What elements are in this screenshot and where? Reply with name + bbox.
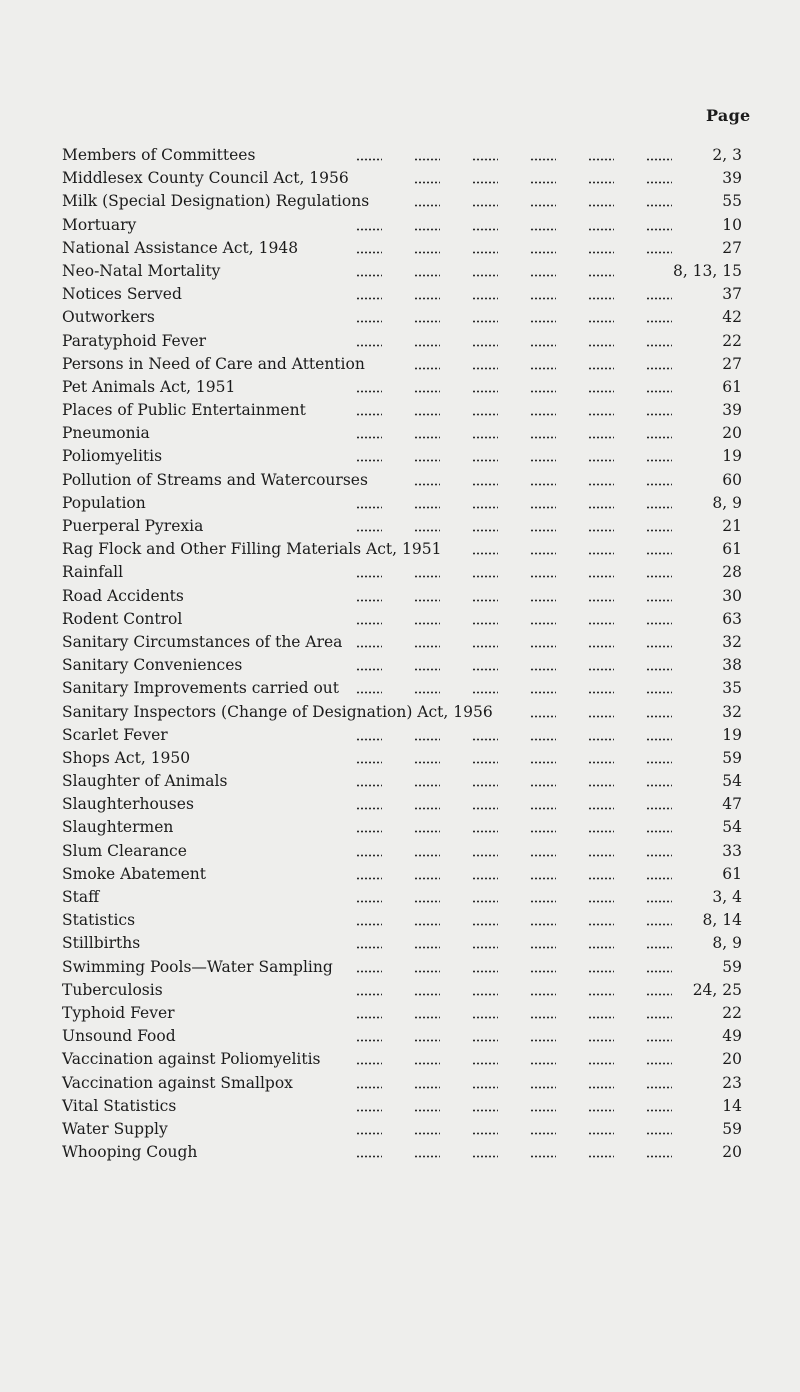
index-term: Places of Public Entertainment — [62, 401, 306, 420]
index-term: Sanitary Inspectors (Change of Designation) Act, 1956 — [62, 702, 493, 721]
index-entry — [62, 770, 742, 793]
index-term: Pneumonia — [62, 424, 150, 443]
index-entry — [62, 492, 742, 515]
index-page-numbers: 27 — [722, 354, 742, 373]
index-term: Tuberculosis — [62, 980, 163, 999]
index-term: Sanitary Improvements carried out — [62, 679, 340, 698]
dot-leaders — [312, 445, 742, 468]
index-entry — [62, 422, 742, 445]
index-page-numbers: 38 — [722, 656, 742, 675]
dot-leaders — [312, 886, 742, 909]
index-page-numbers: 39 — [722, 401, 742, 420]
page-column-header: Page — [706, 106, 751, 125]
dot-leaders — [312, 144, 742, 167]
index-page-numbers: 42 — [722, 308, 742, 327]
index-term: Slaughterhouses — [62, 795, 194, 814]
dot-leaders — [312, 306, 742, 329]
index-term: Members of Committees — [62, 146, 256, 164]
index-term: Mortuary — [62, 215, 137, 234]
index-entry — [62, 399, 742, 422]
index-page-numbers: 61 — [722, 377, 742, 396]
index-page-numbers: 2, 3 — [712, 146, 742, 164]
index-page-numbers: 32 — [722, 702, 742, 721]
index-entry — [62, 1072, 742, 1095]
index-page-numbers: 63 — [722, 609, 742, 628]
index-entry — [62, 840, 742, 863]
index-entry — [62, 1118, 742, 1141]
index-entry — [62, 515, 742, 538]
index-entry — [62, 1002, 742, 1025]
index-page-numbers: 37 — [722, 285, 742, 304]
index-page-numbers: 55 — [722, 192, 742, 211]
index-page-numbers: 28 — [722, 563, 742, 582]
index-entry — [62, 445, 742, 468]
index-page-numbers: 3, 4 — [712, 888, 742, 906]
index-entry — [62, 469, 742, 492]
dot-leaders — [312, 515, 742, 538]
index-entry — [62, 677, 742, 700]
index-term: Outworkers — [62, 308, 155, 327]
index-entry — [62, 956, 742, 979]
index-term: Puerperal Pyrexia — [62, 517, 204, 535]
dot-leaders — [312, 1025, 742, 1048]
dot-leaders — [312, 840, 742, 863]
index-term: Swimming Pools—Water Sampling — [62, 957, 333, 976]
dot-leaders — [312, 214, 742, 237]
index-page-numbers: 8, 14 — [702, 911, 742, 930]
index-term: National Assistance Act, 1948 — [62, 238, 299, 257]
index-entry — [62, 816, 742, 839]
index-page-numbers: 59 — [722, 957, 742, 976]
dot-leaders — [312, 724, 742, 747]
dot-leaders — [312, 167, 742, 190]
index-entry — [62, 190, 742, 213]
index-entry — [62, 1025, 742, 1048]
dot-leaders — [312, 932, 742, 955]
dot-leaders — [312, 492, 742, 515]
index-term: Rag Flock and Other Filling Materials Act, 1951 — [62, 540, 442, 559]
dot-leaders — [312, 585, 742, 608]
index-term: Sanitary Conveniences — [62, 656, 243, 675]
index-page-numbers: 33 — [722, 841, 742, 860]
index-term: Sanitary Circumstances of the Area — [62, 632, 343, 651]
dot-leaders — [312, 677, 742, 700]
dot-leaders — [312, 1072, 742, 1095]
dot-leaders — [312, 283, 742, 306]
index-term: Pet Animals Act, 1951 — [62, 377, 236, 396]
index-entry — [62, 353, 742, 376]
index-page-numbers: 20 — [722, 424, 742, 443]
index-entry — [62, 538, 742, 561]
index-page-numbers: 59 — [722, 748, 742, 767]
index-entry — [62, 724, 742, 747]
index-entry — [62, 886, 742, 909]
dot-leaders — [312, 654, 742, 677]
index-term: Slum Clearance — [62, 841, 187, 860]
index-term: Statistics — [62, 911, 136, 930]
dot-leaders — [312, 1095, 742, 1118]
index-page-numbers: 59 — [722, 1119, 742, 1138]
index-page-numbers: 19 — [722, 725, 742, 744]
index-term: Vaccination against Smallpox — [62, 1073, 293, 1092]
index-entry — [62, 909, 742, 932]
index-entry — [62, 932, 742, 955]
dot-leaders — [312, 469, 742, 492]
index-page-numbers: 32 — [722, 632, 742, 651]
index-term: Milk (Special Designation) Regulations — [62, 192, 370, 211]
index-term: Road Accidents — [62, 586, 184, 605]
index-page-numbers: 8, 9 — [712, 493, 742, 512]
index-page-numbers: 47 — [722, 795, 742, 814]
index-entry — [62, 237, 742, 260]
index-term: Whooping Cough — [62, 1143, 198, 1162]
index-term: Population — [62, 493, 146, 512]
index-page-numbers: 20 — [722, 1143, 742, 1162]
index-term: Stillbirths — [62, 934, 141, 953]
index-page-numbers: 61 — [722, 540, 742, 559]
index-entry — [62, 144, 742, 167]
index-term: Typhoid Fever — [62, 1003, 175, 1022]
index-entry — [62, 631, 742, 654]
index-term: Vital Statistics — [62, 1096, 177, 1115]
dot-leaders — [312, 956, 742, 979]
dot-leaders — [312, 701, 742, 724]
index-list — [62, 144, 742, 1164]
dot-leaders — [312, 979, 742, 1002]
dot-leaders — [312, 1048, 742, 1071]
index-page-numbers: 49 — [722, 1027, 742, 1046]
dot-leaders — [312, 1141, 742, 1164]
index-page-numbers: 27 — [722, 238, 742, 257]
index-page-numbers: 60 — [722, 470, 742, 489]
index-entry — [62, 585, 742, 608]
index-term: Paratyphoid Fever — [62, 331, 207, 350]
index-term: Slaughtermen — [62, 818, 174, 837]
index-term: Scarlet Fever — [62, 725, 168, 744]
dot-leaders — [312, 353, 742, 376]
index-entry — [62, 330, 742, 353]
dot-leaders — [312, 561, 742, 584]
index-term: Rodent Control — [62, 609, 183, 628]
index-page-numbers: 8, 13, 15 — [672, 261, 742, 280]
index-page-numbers: 61 — [722, 864, 742, 883]
index-entry — [62, 608, 742, 631]
index-entry — [62, 1048, 742, 1071]
index-page-numbers: 39 — [722, 169, 742, 188]
dot-leaders — [312, 1118, 742, 1141]
dot-leaders — [312, 330, 742, 353]
dot-leaders — [312, 770, 742, 793]
dot-leaders — [312, 399, 742, 422]
index-entry — [62, 979, 742, 1002]
index-entry — [62, 260, 742, 283]
index-page-numbers: 35 — [722, 679, 742, 698]
index-page-numbers: 19 — [722, 447, 742, 466]
dot-leaders — [312, 816, 742, 839]
dot-leaders — [312, 1002, 742, 1025]
index-entry — [62, 1095, 742, 1118]
index-term: Shops Act, 1950 — [62, 748, 191, 767]
dot-leaders — [312, 237, 742, 260]
index-entry — [62, 863, 742, 886]
index-page-numbers: 14 — [722, 1096, 742, 1115]
dot-leaders — [312, 747, 742, 770]
index-term: Smoke Abatement — [62, 864, 206, 883]
index-entry — [62, 214, 742, 237]
dot-leaders — [312, 631, 742, 654]
index-page-numbers: 30 — [722, 586, 742, 605]
index-page-numbers: 54 — [722, 772, 742, 791]
index-term: Poliomyelitis — [62, 447, 163, 466]
index-page-numbers: 23 — [722, 1073, 742, 1092]
index-term: Persons in Need of Care and Attention — [62, 354, 365, 373]
index-term: Water Supply — [62, 1119, 168, 1138]
index-page-numbers: 21 — [722, 517, 742, 535]
index-entry — [62, 701, 742, 724]
index-term: Unsound Food — [62, 1027, 176, 1046]
dot-leaders — [312, 909, 742, 932]
index-page-numbers: 22 — [722, 331, 742, 350]
index-page-numbers: 20 — [722, 1050, 742, 1069]
index-page-numbers: 22 — [722, 1003, 742, 1022]
index-page-numbers: 8, 9 — [712, 934, 742, 953]
index-term: Neo-Natal Mortality — [62, 261, 221, 280]
index-term: Staff — [62, 888, 100, 906]
index-entry — [62, 1141, 742, 1164]
index-entry — [62, 561, 742, 584]
index-entry — [62, 283, 742, 306]
dot-leaders — [312, 422, 742, 445]
index-term: Notices Served — [62, 285, 182, 304]
index-term: Slaughter of Animals — [62, 772, 228, 791]
index-entry — [62, 376, 742, 399]
index-entry — [62, 747, 742, 770]
dot-leaders — [312, 538, 742, 561]
index-term: Middlesex County Council Act, 1956 — [62, 169, 349, 188]
index-entry — [62, 654, 742, 677]
index-page-numbers: 54 — [722, 818, 742, 837]
dot-leaders — [312, 376, 742, 399]
dot-leaders — [312, 608, 742, 631]
index-term: Pollution of Streams and Watercourses — [62, 470, 368, 489]
index-page-numbers: 10 — [722, 215, 742, 234]
dot-leaders — [312, 863, 742, 886]
index-entry — [62, 793, 742, 816]
index-entry — [62, 167, 742, 190]
index-page-numbers: 24, 25 — [692, 980, 742, 999]
dot-leaders — [312, 793, 742, 816]
index-term: Rainfall — [62, 563, 124, 582]
dot-leaders — [312, 190, 742, 213]
index-entry — [62, 306, 742, 329]
index-term: Vaccination against Poliomyelitis — [62, 1050, 321, 1069]
